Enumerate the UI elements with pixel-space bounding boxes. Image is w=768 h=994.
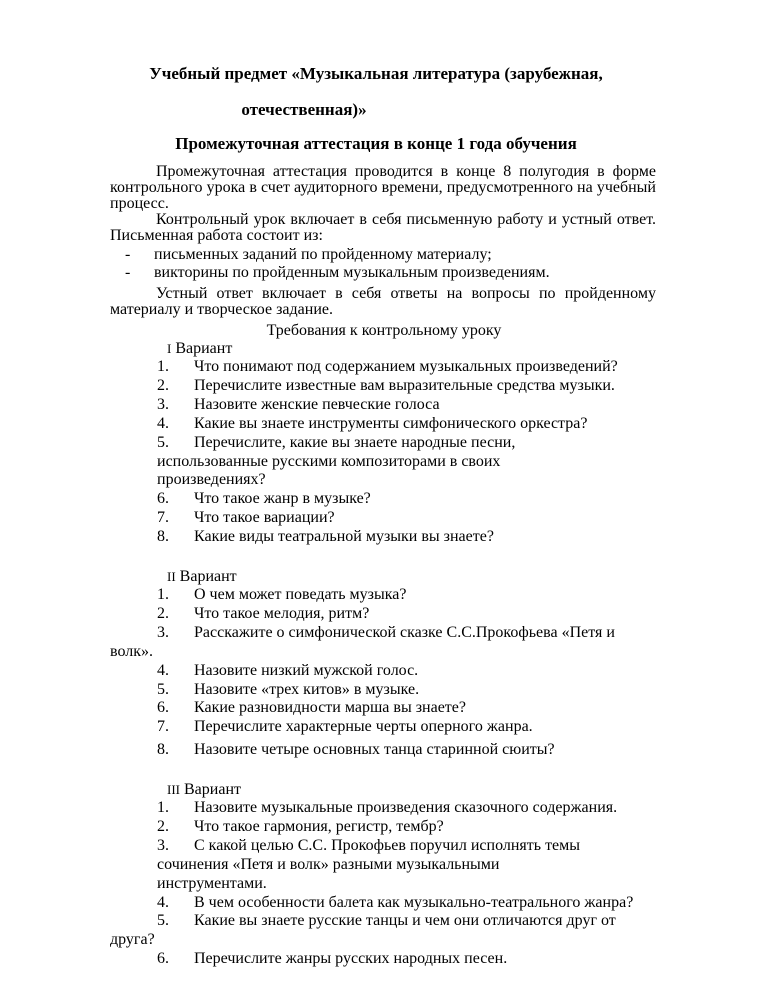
list-item [157,434,717,491]
question-text-continuation: произведениях? [157,471,266,489]
list-item [110,623,717,662]
question-text: С какой целью С.С. Прокофьев поручил исполнять темы [194,836,581,854]
question-text-continuation: волк». [110,642,153,660]
question-number: 2. [157,376,169,394]
question-text-continuation: сочинения «Петя и волк» разными музыкальными [157,855,500,873]
question-text: Назовите низкий мужской голос. [194,661,419,679]
question-text: Что такое вариации? [194,509,335,527]
question-text-continuation: использованные русскими композиторами в своих [157,452,501,470]
list-item [157,586,717,605]
question-number: 1. [157,586,169,603]
variant-heading [167,568,237,586]
question-text: Какие виды театральной музыки вы знаете? [194,528,494,546]
question-number: 5. [157,680,169,698]
list-item [110,912,717,950]
question-number: 1. [157,358,169,375]
list-item [157,377,717,396]
intro-paragraph-2-text: Контрольный урок включает в себя письменную работу и устный ответ. Письменная работа состоит из: [110,211,656,244]
list-item [125,264,550,282]
list-item [157,528,717,547]
intro-paragraph-2 [110,212,656,244]
list-item [157,605,717,624]
variant-roman: III [167,782,180,797]
question-number: 4. [157,893,169,911]
question-number: 7. [157,718,169,736]
list-item [157,396,717,415]
bullet-dash: - [125,264,131,281]
question-number: 5. [157,912,169,930]
list-item-text: викторины по пройденным музыкальным произведениям. [154,264,550,281]
question-number: 3. [157,623,169,641]
document-subtitle: Промежуточная аттестация в конце 1 года обучения [175,134,577,153]
question-number: 6. [157,490,169,508]
question-list [110,799,717,969]
list-item [125,246,550,264]
list-item [157,681,717,700]
list-item [157,799,717,818]
question-text: Перечислите, какие вы знаете народные песни, [194,433,516,451]
document-title-line2: отечественная)» [241,100,367,119]
question-text: Назовите четыре основных танца старинной сюиты? [194,741,555,759]
variant-heading [167,340,232,358]
variant-label: Вариант [175,340,233,357]
question-number: 4. [157,661,169,679]
requirements-heading: Требования к контрольному уроку [266,322,502,339]
bullet-dash: - [125,246,131,263]
list-item [157,950,717,969]
question-number: 7. [157,509,169,527]
question-number: 8. [157,528,169,546]
question-number: 6. [157,699,169,717]
variant-roman: I [167,341,172,356]
question-number: 4. [157,414,169,432]
question-list [110,586,717,760]
question-text: Перечислите известные вам выразительные средства музыки. [194,376,615,394]
list-item [157,741,717,760]
list-item [157,490,717,509]
question-text-continuation: друга? [110,931,155,949]
question-list [157,358,717,547]
question-text: Какие вы знаете инструменты симфонического оркестра? [194,414,588,432]
question-text: Перечислите жанры русских народных песен. [194,950,508,968]
list-item [157,894,717,913]
list-item [157,818,717,837]
question-text: Что такое мелодия, ритм? [194,604,370,622]
list-item [157,509,717,528]
question-number: 2. [157,817,169,835]
intro-paragraph-1 [110,164,656,212]
variant-label: Вариант [179,568,237,585]
list-item [157,358,717,377]
question-text: Назовите женские певческие голоса [194,395,440,413]
question-number: 1. [157,799,169,816]
list-item [157,662,717,681]
question-text: Расскажите о симфонической сказке С.С.Прокофьева «Петя и [194,623,615,641]
question-text: Назовите «трех китов» в музыке. [194,680,420,698]
variant-roman: II [167,569,176,584]
question-number: 6. [157,950,169,968]
list-item [157,837,717,894]
list-item [157,699,717,718]
question-text: Что такое жанр в музыке? [194,490,371,508]
question-text: В чем особенности балета как музыкально-театрального жанра? [194,893,634,911]
question-number: 8. [157,741,169,759]
question-text: Назовите музыкальные произведения сказочного содержания. [194,799,618,816]
question-number: 2. [157,604,169,622]
document-title-line1: Учебный предмет «Музыкальная литература (зарубежная, [149,64,603,83]
question-number: 3. [157,395,169,413]
list-item [157,415,717,434]
question-text: Какие разновидности марша вы знаете? [194,699,466,717]
question-number: 3. [157,836,169,854]
written-work-list [125,246,550,282]
question-text: Перечислите характерные черты оперного жанра. [194,718,533,736]
intro-paragraph-3-text: Устный ответ включает в себя ответы на вопросы по пройденному материалу и творческое задание. [110,285,656,318]
question-number: 5. [157,433,169,451]
question-text: Что понимают под содержанием музыкальных произведений? [194,358,618,375]
list-item [157,718,717,737]
intro-paragraph-1-text: Промежуточная аттестация проводится в конце 8 полугодия в форме контрольного урока в счет аудиторного времени, предусмотренного на учебный процесс. [110,163,656,212]
question-text-continuation: инструментами. [157,874,267,892]
variant-heading [167,781,241,799]
question-text: О чем может поведать музыка? [194,586,407,603]
question-text: Какие вы знаете русские танцы и чем они отличаются друг от [194,912,616,930]
list-item-text: письменных заданий по пройденному материалу; [154,246,492,263]
question-text: Что такое гармония, регистр, тембр? [194,817,444,835]
variant-label: Вариант [184,781,241,798]
intro-paragraph-3 [110,286,656,318]
